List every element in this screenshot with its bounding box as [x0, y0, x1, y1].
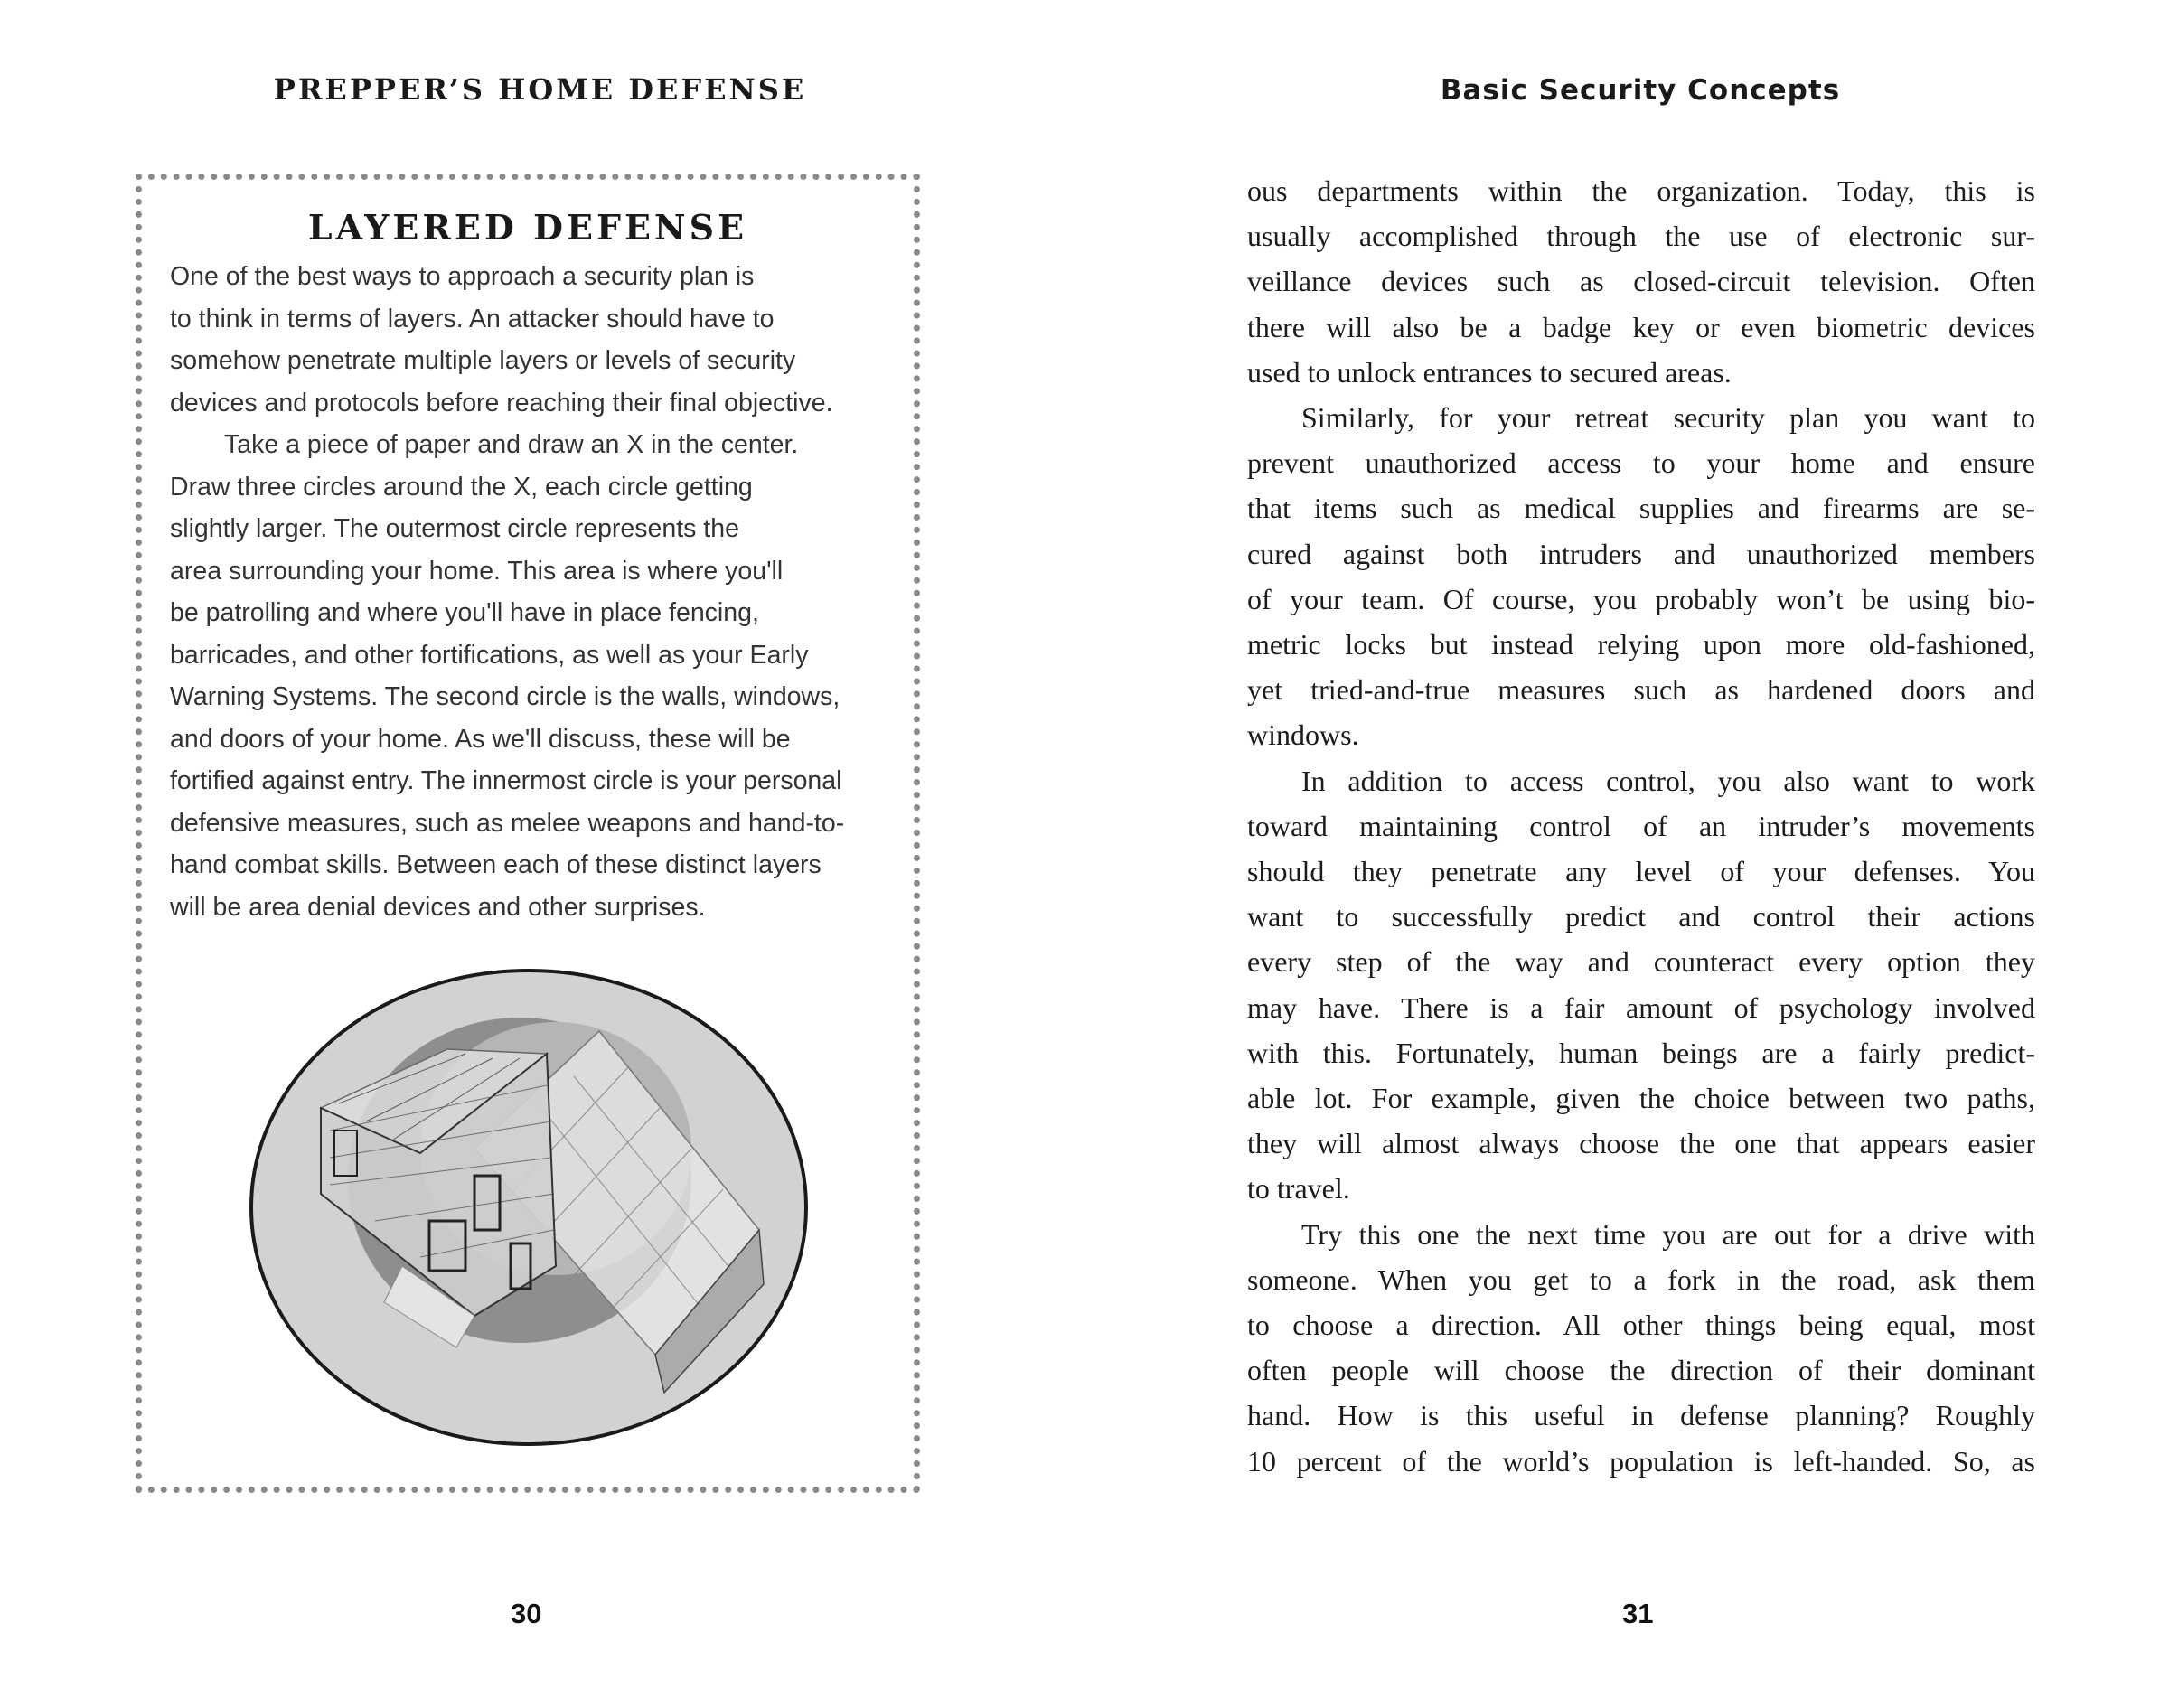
text-line: windows.: [1247, 718, 1359, 752]
sidebar-line: somehow penetrate multiple layers or levels of security: [170, 346, 796, 375]
running-head-chapter-title: Basic Security Concepts: [1440, 74, 1841, 107]
layered-defense-illustration: [249, 968, 809, 1447]
text-line: 10 percent of the world’s population is left-handed. So, as: [1247, 1444, 2035, 1478]
sidebar-line: barricades, and other fortifications, as well as your Early: [170, 640, 809, 670]
text-line: should they penetrate any level of your defenses. You: [1247, 855, 2035, 888]
text-line: of your team. Of course, you probably won’t be using bio-: [1247, 582, 2035, 615]
running-head-book-title: PREPPER’S HOME DEFENSE: [273, 72, 807, 107]
text-line: that items such as medical supplies and firearms are se-: [1247, 492, 2035, 525]
text-line: yet tried-and-true measures such as hardened doors and: [1247, 673, 2035, 707]
sidebar-body: [170, 256, 893, 928]
text-line: used to unlock entrances to secured areas.: [1247, 355, 1732, 389]
text-line: usually accomplished through the use of electronic sur-: [1247, 220, 2035, 253]
sidebar-line: be patrolling and where you'll have in place fencing,: [170, 598, 759, 627]
right-page: [1084, 0, 2169, 1708]
sidebar-line: Draw three circles around the X, each circle getting: [170, 472, 753, 502]
text-line: able lot. For example, given the choice between two paths,: [1247, 1082, 2035, 1115]
sidebar-line: Warning Systems. The second circle is the walls, windows,: [170, 682, 840, 711]
sidebar-line: will be area denial devices and other surprises.: [170, 892, 706, 922]
text-line: cured against both intruders and unauthorized members: [1247, 537, 2035, 570]
text-line: they will almost always choose the one that appears easier: [1247, 1127, 2035, 1160]
sidebar-line: hand combat skills. Between each of these distinct layers: [170, 850, 822, 879]
text-line: there will also be a badge key or even biometric devices: [1247, 310, 2035, 343]
house-in-circles-icon: [249, 968, 809, 1447]
text-line: every step of the way and counteract every option they: [1247, 945, 2035, 979]
text-line: toward maintaining control of an intruder’s movements: [1247, 809, 2035, 842]
text-line: Try this one the next time you are out for a drive with: [1301, 1217, 2035, 1251]
sidebar-line: devices and protocols before reaching their final objective.: [170, 388, 833, 418]
sidebar-line: slightly larger. The outermost circle represents the: [170, 514, 739, 543]
text-line: to travel.: [1247, 1172, 1350, 1206]
sidebar-line: Take a piece of paper and draw an X in the center.: [224, 430, 799, 459]
text-line: metric locks but instead relying upon more old-fashioned,: [1247, 628, 2035, 662]
sidebar-box-layered-defense: [136, 174, 920, 1493]
text-line: Similarly, for your retreat security plan you want to: [1301, 401, 2035, 435]
text-line: veillance devices such as closed-circuit television. Often: [1247, 265, 2035, 298]
sidebar-line: area surrounding your home. This area is where you'll: [170, 556, 784, 586]
sidebar-line: One of the best ways to approach a security plan is: [170, 262, 755, 291]
sidebar-title: LAYERED DEFENSE: [307, 207, 748, 248]
sidebar-line: defensive measures, such as melee weapons and hand-to-: [170, 808, 845, 838]
text-line: with this. Fortunately, human beings are a fairly predict-: [1247, 1036, 2035, 1069]
text-line: often people will choose the direction of their dominant: [1247, 1354, 2035, 1387]
text-line: to choose a direction. All other things being equal, most: [1247, 1309, 2035, 1342]
body-text: [1247, 168, 2035, 1484]
text-line: hand. How is this useful in defense planning? Roughly: [1247, 1399, 2035, 1432]
text-line: want to successfully predict and control their actions: [1247, 900, 2035, 934]
page-number: 30: [511, 1598, 542, 1629]
sidebar-line: fortified against entry. The innermost circle is your personal: [170, 766, 842, 795]
text-line: In addition to access control, you also want to work: [1301, 764, 2035, 797]
text-line: ous departments within the organization. Today, this is: [1247, 174, 2035, 207]
page-number: 31: [1622, 1598, 1654, 1629]
text-line: prevent unauthorized access to your home and ensure: [1247, 446, 2035, 480]
sidebar-line: and doors of your home. As we'll discuss, these will be: [170, 724, 791, 754]
left-page: [0, 0, 1084, 1708]
sidebar-line: to think in terms of layers. An attacker should have to: [170, 304, 775, 333]
text-line: may have. There is a fair amount of psychology involved: [1247, 990, 2035, 1024]
text-line: someone. When you get to a fork in the road, ask them: [1247, 1262, 2035, 1296]
